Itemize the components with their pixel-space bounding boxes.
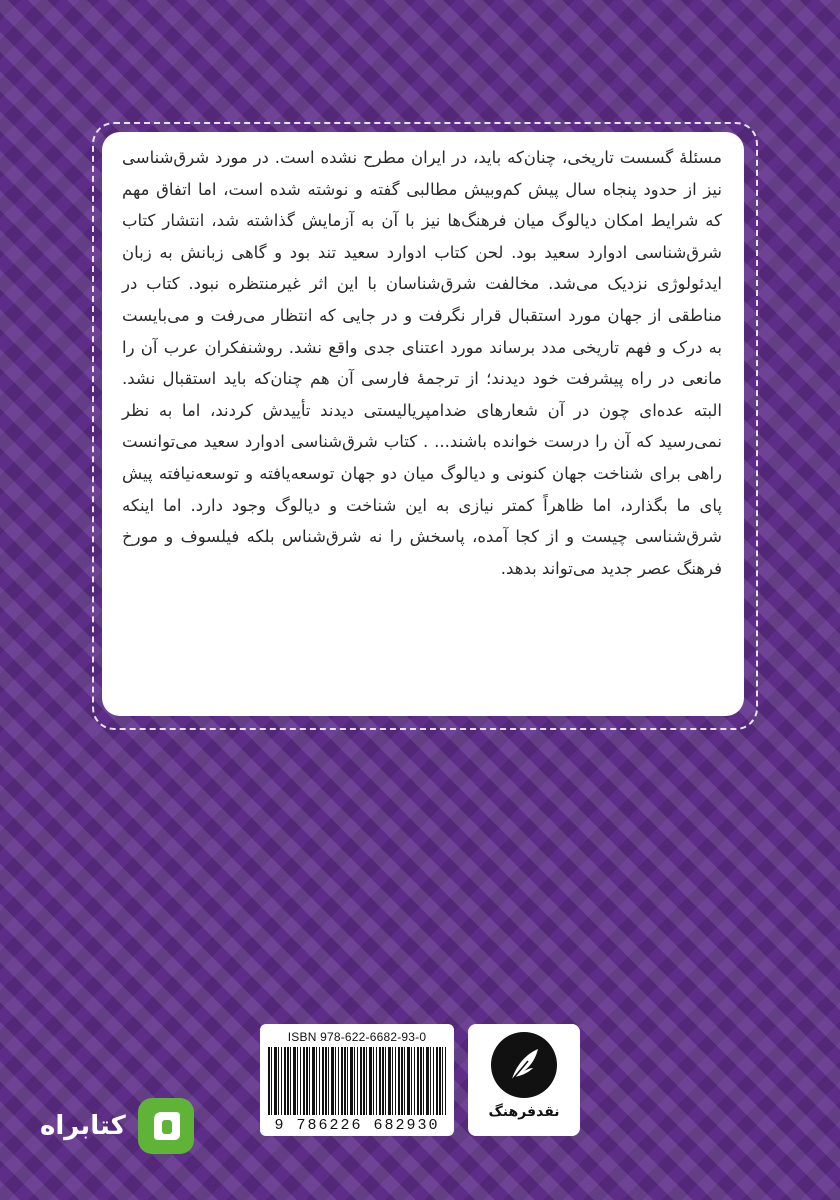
blurb-line: ادوارد سعید تند بود و گاهی زبانش به زبان ایدئولوژی نزدیک می‌شد. مخالفت: [122, 242, 722, 294]
blurb-line: شرق‌شناسی ادوارد سعید می‌توانست راهی برای شناخت جهان کنونی و: [122, 432, 722, 483]
isbn-barcode: [260, 1024, 454, 1136]
blurb-line: ظاهراً کمتر نیازی به این شناخت و دیالوگ وجود دارد. اما اینکه شرق‌شناسی: [122, 495, 722, 547]
blurb-line: دیالوگ میان دو جهان توسعه‌یافته و توسعه‌نیافته پیش پای ما بگذارد، اما: [122, 463, 722, 515]
blurb-line: تاریخی مدد برساند مورد اعتنای جدی واقع نشد. روشنفکران عرب آن را: [122, 337, 620, 357]
barcode-number: 9 786226 682930: [274, 1117, 440, 1134]
store-logo: [40, 1094, 212, 1158]
isbn-label: ISBN 978-622-6682-93-0: [287, 1030, 427, 1044]
blurb-line: شرق‌شناسی نیز از حدود پنجاه سال پیش کم‌وبیش مطالبی گفته و نوشته: [122, 148, 723, 199]
blurb-line: مسئلهٔ گسست تاریخی، چنان‌که باید، در ایران مطرح نشده است. در مورد: [215, 148, 722, 167]
publisher-name: نقدفرهنگ: [488, 1104, 560, 1120]
blurb-line: تأییدش کردند، اما به نظر نمی‌رسید که آن را درست خوانده باشند... . کتاب: [122, 400, 723, 452]
blurb-line: شرق‌شناسان با این اثر غیرمنتظره نبود. کتاب در مناطقی از جهان مورد: [122, 274, 722, 325]
blurb-line: فرهنگ عصر جدید می‌تواند بدهد.: [500, 558, 722, 578]
blurb-line: استقبال نشد. البته عده‌ای چون در آن شعارهای ضدامپریالیستی دیدند: [122, 369, 723, 420]
feather-quill-icon: [491, 1032, 557, 1098]
blurb-line: آزمایش گذاشته شد، انتشار کتاب شرق‌شناسی ادوارد سعید بود. لحن کتاب: [122, 211, 722, 262]
blurb-text: [122, 142, 722, 584]
barcode-bars: [268, 1047, 446, 1115]
blurb-line: شده است، اما اتفاق مهم که شرایط امکان دیالوگ میان فرهنگ‌ها نیز با آن به: [122, 179, 723, 231]
ketabrah-logo-icon: [134, 1094, 198, 1158]
publisher-logo-box: [468, 1024, 580, 1136]
store-logo-text: کتابراه: [40, 1111, 126, 1141]
blurb-panel: [102, 132, 744, 716]
blurb-line: چیست و از کجا آمده، پاسخش را نه شرق‌شناس بلکه فیلسوف و مورخ: [122, 527, 628, 547]
blurb-line: مانعی در راه پیشرفت خود دیدند؛ از ترجمهٔ فارسی آن هم چنان‌که باید: [223, 369, 722, 389]
blurb-line: استقبال قرار نگرفت و در جایی که انتظار می‌رفت و می‌بایست به درک و فهم: [122, 305, 723, 357]
